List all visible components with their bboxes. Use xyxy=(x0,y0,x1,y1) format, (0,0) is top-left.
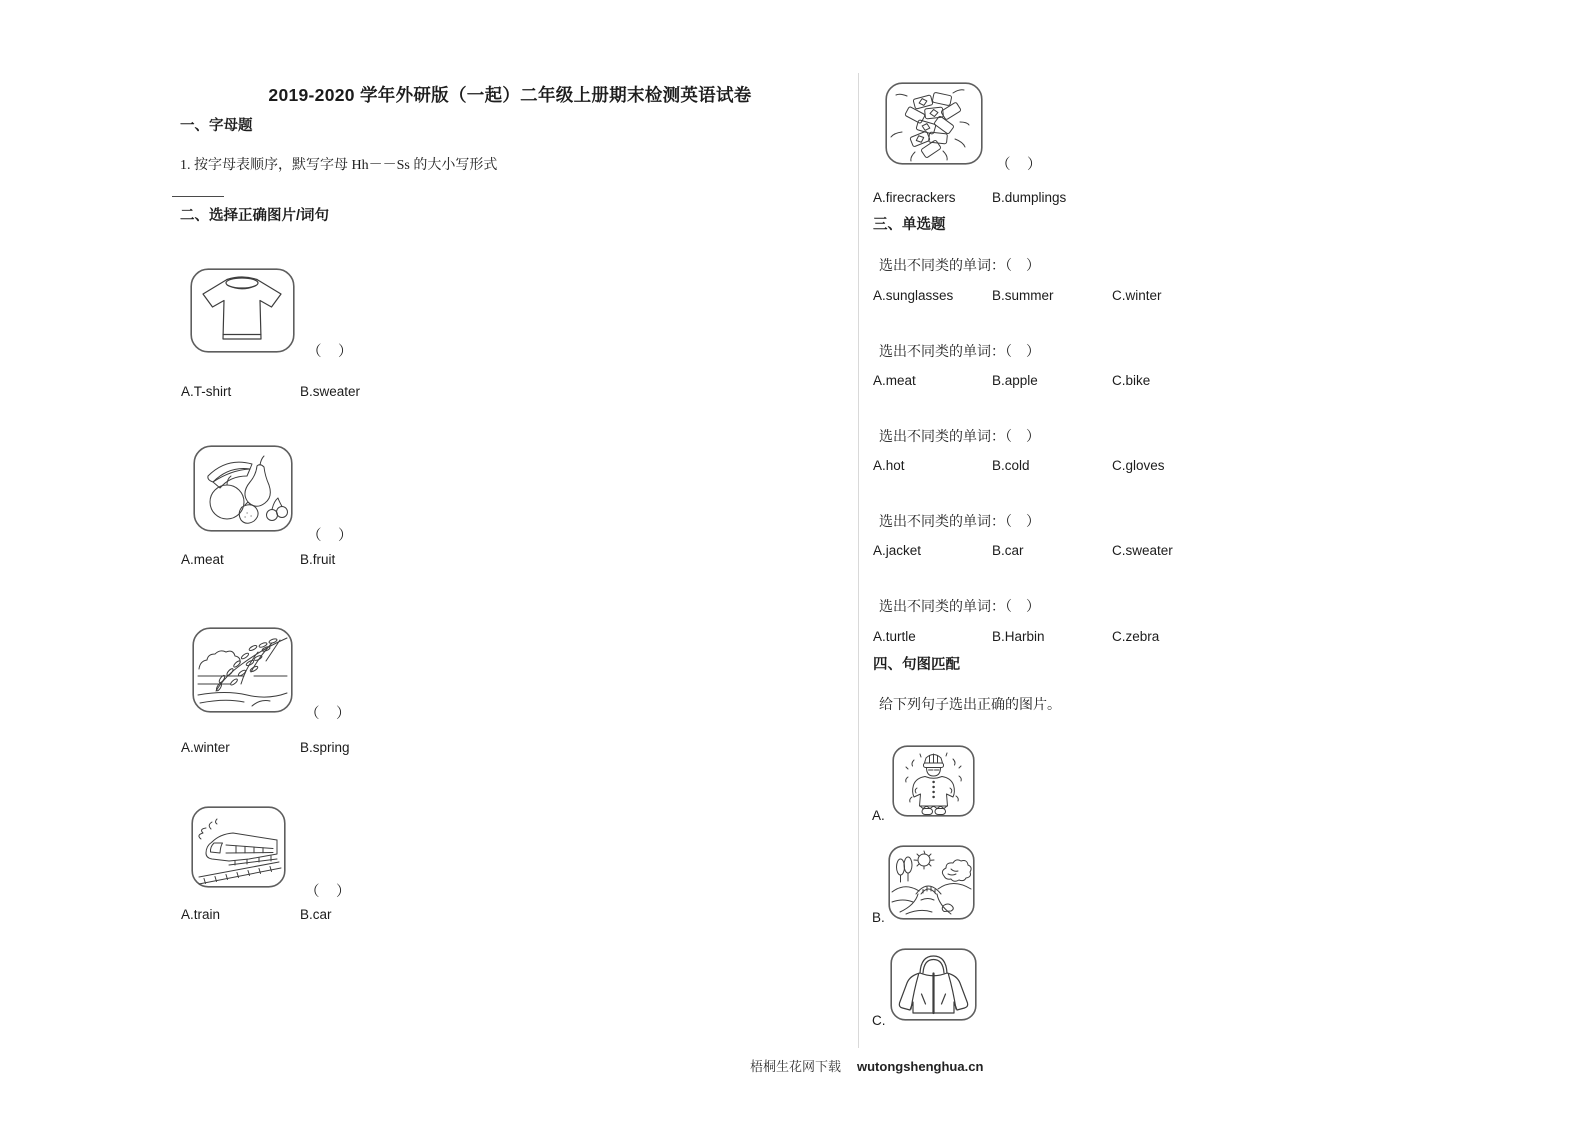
train-image xyxy=(191,806,286,888)
page-title: 2019-2020 学年外研版（一起）二年级上册期末检测英语试卷 xyxy=(268,85,752,105)
shivering-person-image xyxy=(892,745,975,817)
answer-paren: （ ） xyxy=(996,157,1043,173)
match-instruction: 给下列句子选出正确的图片。 xyxy=(879,698,1061,713)
option-a-label: A.meat xyxy=(181,552,224,567)
mcq-option-b: B.Harbin xyxy=(992,629,1045,644)
mcq-option-a: A.turtle xyxy=(873,629,916,644)
mcq-prompt: 选出不同类的单词：（ ） xyxy=(879,515,1040,530)
answer-paren: （ ） xyxy=(305,884,352,900)
mcq-option-a: A.hot xyxy=(873,458,905,473)
option-b-label: B.spring xyxy=(300,740,350,755)
match-item-label: C. xyxy=(872,1013,886,1028)
mcq-option-b: B.cold xyxy=(992,458,1030,473)
t-shirt-image xyxy=(190,268,295,353)
mcq-option-c: C.gloves xyxy=(1112,458,1165,473)
option-a-label: A.T-shirt xyxy=(181,384,232,399)
option-b-label: B.car xyxy=(300,907,332,922)
mcq-option-a: A.meat xyxy=(873,373,916,388)
match-item-label: A. xyxy=(872,808,885,823)
letters-question-text: 1. 按字母表顺序，默写字母 Hh－－Ss 的大小写形式 xyxy=(180,158,498,173)
section-pictures-heading: 二、选择正确图片/词句 xyxy=(180,208,330,224)
answer-paren: （ ） xyxy=(307,344,354,360)
section-match-heading: 四、句图匹配 xyxy=(873,657,960,673)
match-item-label: B. xyxy=(872,910,885,925)
mcq-option-c: C.winter xyxy=(1112,288,1162,303)
mcq-prompt: 选出不同类的单词：（ ） xyxy=(879,345,1040,360)
answer-blank-line xyxy=(172,196,224,197)
option-a-label: A.firecrackers xyxy=(873,190,956,205)
option-a-label: A.winter xyxy=(181,740,230,755)
answer-paren: （ ） xyxy=(307,528,354,544)
option-a-label: A.train xyxy=(181,907,221,922)
hooded-jacket-image xyxy=(890,948,977,1021)
mcq-option-c: C.zebra xyxy=(1112,629,1160,644)
mcq-option-a: A.jacket xyxy=(873,543,922,558)
mcq-prompt: 选出不同类的单词：（ ） xyxy=(879,600,1040,615)
option-b-label: B.dumplings xyxy=(992,190,1067,205)
spring-landscape-image xyxy=(888,845,975,920)
footer-site-url: wutongshenghua.cn xyxy=(857,1059,984,1074)
fruit-image xyxy=(193,445,293,532)
option-b-label: B.fruit xyxy=(300,552,336,567)
mcq-option-b: B.summer xyxy=(992,288,1054,303)
answer-paren: （ ） xyxy=(305,706,352,722)
mcq-option-b: B.car xyxy=(992,543,1024,558)
mcq-option-a: A.sunglasses xyxy=(873,288,954,303)
footer-site-name: 梧桐生花网下载 xyxy=(750,1059,842,1074)
section-mcq-heading: 三、单选题 xyxy=(873,217,946,233)
option-b-label: B.sweater xyxy=(300,384,361,399)
mcq-option-c: C.sweater xyxy=(1112,543,1173,558)
section-letters-heading: 一、字母题 xyxy=(180,118,253,134)
mcq-option-c: C.bike xyxy=(1112,373,1151,388)
column-divider xyxy=(858,73,859,1048)
mcq-prompt: 选出不同类的单词：（ ） xyxy=(879,259,1040,274)
firecrackers-image xyxy=(885,82,983,165)
mcq-option-b: B.apple xyxy=(992,373,1038,388)
mcq-prompt: 选出不同类的单词：（ ） xyxy=(879,430,1040,445)
spring-scene-image xyxy=(192,627,293,713)
